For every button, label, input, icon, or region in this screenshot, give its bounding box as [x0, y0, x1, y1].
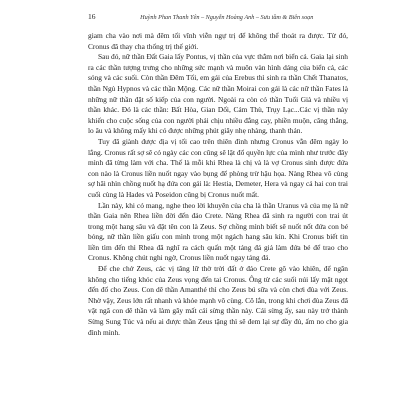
- running-title: Huỳnh Phan Thanh Yên – Nguyễn Hoàng Anh – Sưu tầm & Biên soạn: [140, 14, 314, 21]
- body-text: [88, 31, 348, 338]
- paragraph-3: Tuy đã giành được địa vị tối cao trên thiên đình nhưng Cronus vẫn đêm ngày lo lắng. Cronus rất sợ sẽ có ngày các con cũng sẽ lật đổ quyền lực của mình như trước đây mình đã từng làm với cha. Thế là mỗi khi Rhea là chị và là vợ Cronus sinh được đứa con nào là Cronus liền nuốt ngay vào bụng để phòng trừ hậu họa. Nàng Rhea vô cùng sợ hãi nhìn chồng nuốt hạ đứa con gái là: Hestia, Demeter, Hera và ngay cả hai con trai cuối cùng là Hades và Poseidon cũng bị Cronus nuốt mất.: [88, 136, 348, 199]
- paragraph-5: Để che chở Zeus, các vị tăng lữ thờ trời đất ở đảo Crete gõ vào khiên, để ngăn không cho tiếng khóc của Zeus vọng đến tai Cronus. Ông từ các suối núi lấy mật ngọt đến đổ cho Zeus. Con dê thần Amanthé thì cho Zeus bú sữa và còn chơi đùa với Zeus. Nhờ vậy, Zeus lớn rất nhanh và khỏe mạnh vô cùng. Cô lắn, trong khi chơi đùa Zeus đã vật ngã con dê thần và làm gãy mất cái sừng thần này. Cái sừng ấy, sau này trở thành Sừng Sung Túc và nếu ai được thần Zeus tặng thì sẽ đem lại sự đầy đủ, ấm no cho gia đình mình.: [88, 264, 348, 337]
- paragraph-4: Lần này, khi có mang, nghe theo lời khuyên của cha là thần Uranus và của mẹ là nữ thần Gaia nên Rhea liền đời đến đảo Crete. Nàng Rhea đã sinh ra người con trai út trong một hang sâu và đặt tên con là Zeus. Sợ chồng mình biết sẽ nuốt nốt đứa con bé bỏng, nữ thần liền giấu con mình trong một ngách hang sâu kín. Khi Cronus biết tin liền tìm đến thì Rhea đã nghĩ ra cách quấn một tảng đá giả làm đứa bé để trao cho Cronus. Không chút nghi ngờ, Cronus liền nuốt ngay tảng đá.: [88, 200, 348, 263]
- page-header: [88, 12, 348, 26]
- paragraph-2: Sau đó, nữ thần Đất Gaia lấy Pontus, vị thần của vực thẳm nơi biển cả. Gaia lại sinh ra các thần tượng trưng cho những sức mạnh và muôn vàn hình dáng của biển cả, các sóng và các suối. Còn thần Đêm Tối, em gái của Erebus thì sinh ra thần Chết Thanatos, thần Ngủ Hypnos và các thần Mộng. Các nữ thần Moirai con gái là các nữ thần Fates là những nữ thần đặt số kiếp của con người. Ngoài ra còn có thần Tuổi Già và nhiều vị thần khác. Đó là các thần: Bất Hòa, Gian Dối, Cám Thù, Trụy Lạc...Các vị thần này khiến cho cuộc sống của con người phải chịu nhiều đắng cay, phiền muộn, căng thẳng, lo âu và không mấy khi có được những phút giây nhẹ nhàng, thanh thản.: [88, 52, 348, 136]
- page-number: 16: [88, 12, 96, 21]
- paragraph-1: giam cha vào nơi mà đêm tối vĩnh viễn ngự trị để không thể thoát ra được. Từ đó, Cronus đã thay cha thống trị thế giới.: [88, 31, 348, 51]
